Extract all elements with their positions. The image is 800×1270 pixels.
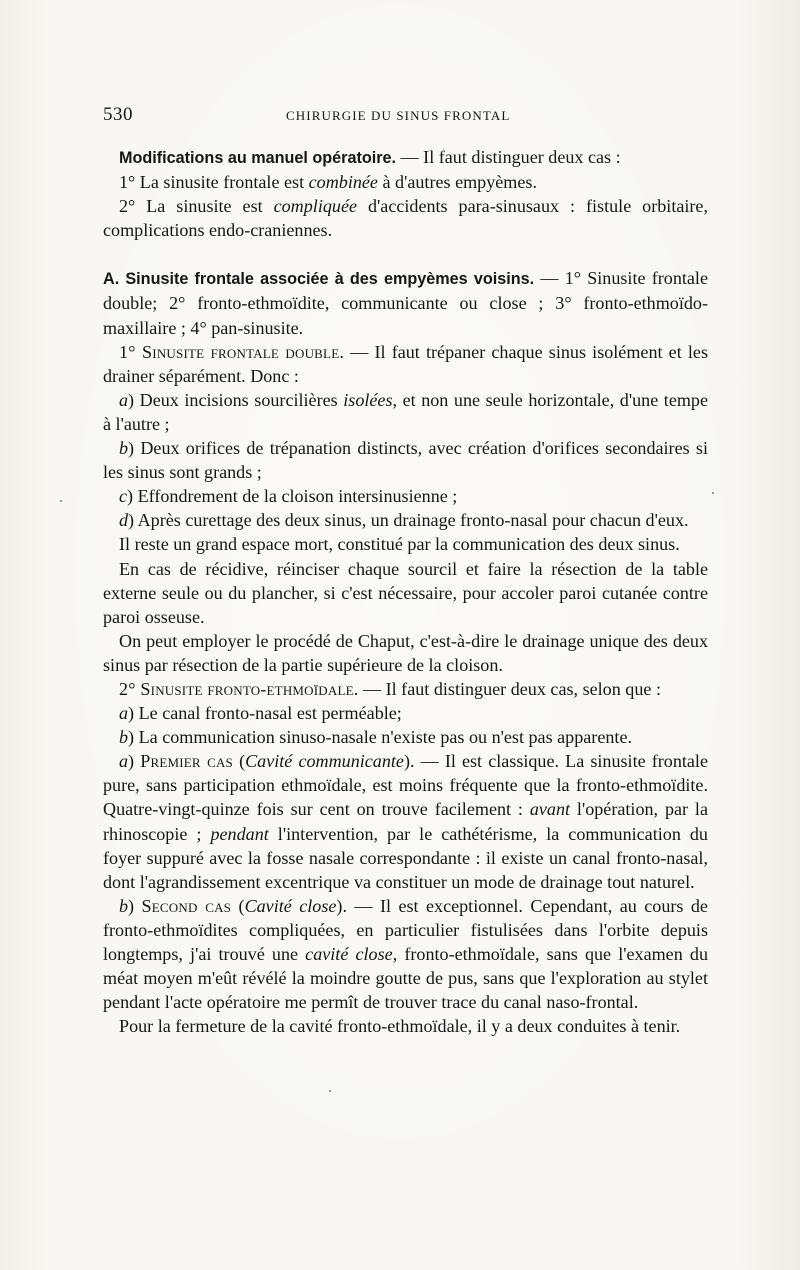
paragraph-text: ) xyxy=(128,895,142,916)
paragraph-text: ) La communication sinuso-nasale n'existe pas ou n'est pas apparente. xyxy=(128,727,632,748)
paragraph-text: d'accidents para-sinusaux : fistule orbitaire, complications endo-craniennes. xyxy=(103,196,708,241)
paragraph-text: ) Deux orifices de trépanation distincts, avec création d'orifices secondaires si les sinus sont grands ; xyxy=(103,438,708,483)
italic-term: Cavité communicante xyxy=(245,751,404,772)
paragraph-chaput xyxy=(103,629,708,677)
list-letter: b xyxy=(119,438,129,459)
paper-speck xyxy=(60,500,62,502)
smallcaps-heading: Second cas xyxy=(141,895,232,916)
paragraph-text: En cas de récidive, réinciser chaque sourcil et faire la résection de la table externe seule ou du plancher, si c'est nécessaire, pour accoler paroi cutanée contre paroi osseuse. xyxy=(103,558,708,627)
paragraph-text: 2° La sinusite est xyxy=(119,196,274,217)
paragraph-text: — 1° Sinusite frontale double; 2° fronto-ethmoïdite, communicante ou close ; 3° fronto-ethmoïdo-maxillaire ; 4° pan-sinusite. xyxy=(103,268,708,338)
paragraph-item-c xyxy=(103,484,708,508)
paragraph-text: ( xyxy=(232,751,246,772)
paragraph-item-b xyxy=(103,436,708,484)
list-letter: b xyxy=(119,895,129,916)
paragraph-text: ) Deux incisions sourcilières xyxy=(128,389,344,410)
paragraph-text: , et non une seule horizontale, d'une tempe à l'autre ; xyxy=(103,389,708,434)
italic-term: pendant xyxy=(210,823,269,844)
paragraph-text: — Il faut trépaner chaque sinus isolément et les drainer séparément. Donc : xyxy=(103,341,708,386)
paragraph-item-a xyxy=(103,388,708,436)
paragraph-item-b2 xyxy=(103,725,708,749)
paragraph-item-d xyxy=(103,508,708,532)
paragraph-item-a2 xyxy=(103,701,708,725)
paragraph-text: — Il faut distinguer deux cas, selon que : xyxy=(358,678,661,699)
paragraph-fronto-ethmoidale xyxy=(103,677,708,701)
paragraph-text: On peut employer le procédé de Chaput, c'est-à-dire le drainage unique des deux sinus par résection de la partie supérieure de la cloison. xyxy=(103,630,708,675)
paragraph-fermeture xyxy=(103,1014,708,1038)
paragraph-section-a xyxy=(103,266,708,339)
paragraph-text: Il reste un grand espace mort, constitué par la communication des deux sinus. xyxy=(119,534,680,555)
page-number: 530 xyxy=(103,104,133,125)
italic-term: avant xyxy=(529,799,571,820)
italic-term: Cavité close xyxy=(244,895,337,916)
italic-term: cavité close xyxy=(305,944,393,964)
paragraph-recidive xyxy=(103,557,708,629)
paragraph-case-1 xyxy=(103,170,708,194)
paragraph-text: ) xyxy=(128,751,141,772)
bold-heading: Modifications au manuel opératoire. xyxy=(119,149,397,167)
paragraph-sinusite-double xyxy=(103,340,708,388)
paragraph-text: ) Effondrement de la cloison intersinusienne ; xyxy=(127,486,458,507)
list-letter: a xyxy=(119,389,129,410)
paragraph-case-2 xyxy=(103,194,708,242)
paragraph-premier-cas xyxy=(103,749,708,894)
paragraph-text: l'intervention, par le cathétérisme, la communication du foyer suppuré avec la fosse nasale correspondante : il existe un canal fronto-nasal, dont l'agrandissement excentrique va constituer un mode de drainage tout naturel. xyxy=(103,823,708,892)
page-header xyxy=(103,104,708,128)
paper-speck xyxy=(329,1090,331,1092)
paragraph-second-cas xyxy=(103,894,708,1014)
paragraph-espace-mort xyxy=(103,532,708,556)
running-head: CHIRURGIE DU SINUS FRONTAL xyxy=(286,108,511,123)
paragraph-text: ) Le canal fronto-nasal est perméable; xyxy=(128,703,402,724)
paragraph-text: ). — Il est exceptionnel. Cependant, au cours de fronto-ethmoïdites compliquées, en particulier fistulisées dans l'orbite depuis longtemps, j'ai trouvé une xyxy=(103,895,708,964)
list-letter: d xyxy=(119,510,129,531)
paragraph-text: 1° La sinusite frontale est xyxy=(119,172,309,193)
paragraph-text: — Il faut distinguer deux cas : xyxy=(396,147,621,167)
body-text xyxy=(103,145,708,1038)
smallcaps-heading: 1° Sinusite frontale double. xyxy=(119,341,345,362)
paragraph-text: ( xyxy=(231,895,245,916)
list-letter: a xyxy=(119,751,129,772)
paragraph-text: Pour la fermeture de la cavité fronto-ethmoïdale, il y a deux conduites à tenir. xyxy=(119,1016,681,1037)
smallcaps-heading: Premier cas xyxy=(140,751,233,772)
paragraph-modifications xyxy=(103,145,708,170)
paper-speck xyxy=(712,492,714,494)
paragraph-text: l'opération, par la rhinoscopie ; xyxy=(103,799,708,844)
paragraph-text: ) Après curettage des deux sinus, un drainage fronto-nasal pour chacun d'eux. xyxy=(128,510,689,531)
list-letter: a xyxy=(119,703,129,724)
paragraph-text: ). — Il est classique. La sinusite frontale pure, sans participation ethmoïdale, est moins fréquente que la fronto-ethmoïdite. Quatre-vingt-quinze fois sur cent on trouve facilement : xyxy=(103,751,708,820)
italic-term: isolées xyxy=(343,389,393,410)
bold-heading: A. Sinusite frontale associée à des empyèmes voisins. xyxy=(103,270,535,289)
paragraph-text: , fronto-ethmoïdale, sans que l'examen du méat moyen m'eût révélé la moindre goutte de pus, sans que l'exploration au stylet pendant l'acte opératoire me permît de trouver trace du canal naso-frontal. xyxy=(103,944,708,1013)
list-letter: c xyxy=(119,486,128,507)
smallcaps-heading: 2° Sinusite fronto-ethmoïdale. xyxy=(119,678,359,699)
italic-term: combinée xyxy=(308,172,378,193)
list-letter: b xyxy=(119,727,129,748)
italic-term: compliquée xyxy=(273,196,358,217)
paragraph-text: à d'autres empyèmes. xyxy=(377,172,537,193)
